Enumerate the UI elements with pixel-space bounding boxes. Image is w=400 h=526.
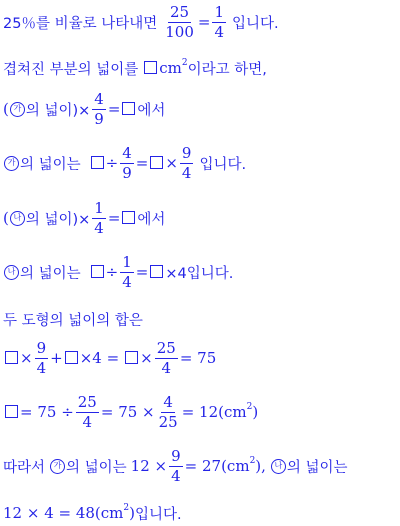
fraction-numerator: 25 (156, 338, 176, 357)
fraction-numerator: 1 (122, 252, 132, 271)
na-area-text: 의 넓이)× (25, 211, 91, 228)
ga-area-text: 의 넓이)× (25, 102, 91, 119)
fraction-numerator: 1 (214, 2, 224, 21)
overlap-text: 겹쳐진 부분의 넓이를 (3, 61, 139, 78)
fraction-numerator: 4 (163, 392, 173, 411)
open-paren: ( (3, 100, 9, 118)
blank-box-icon (122, 102, 135, 115)
close-paren: ) (252, 403, 259, 421)
fraction-4-9 (92, 91, 106, 128)
unit-cm: cm (159, 59, 182, 77)
fraction-denominator: 9 (94, 109, 104, 128)
fraction-numerator: 25 (77, 392, 97, 411)
fraction-denominator: 100 (165, 22, 194, 41)
circled-na-icon: 나 (10, 211, 25, 226)
result-12: = 12(cm (181, 403, 247, 421)
line-overlap-area (3, 57, 398, 79)
fraction-denominator: 4 (82, 412, 93, 431)
line-na-area (3, 250, 398, 294)
line-conclusion (3, 444, 398, 488)
fraction-25-4 (76, 394, 99, 431)
na-area-suffix: ×4입니다. (165, 265, 234, 282)
overlap-suffix: 이라고 하면, (187, 61, 267, 78)
blank-box-icon (5, 405, 18, 418)
fraction-25-100 (163, 4, 196, 41)
result-48: 12 × 4 = 48(cm (3, 504, 124, 522)
ratio-suffix: 입니다. (232, 15, 279, 32)
ga-area-label: 의 넓이는 (66, 459, 127, 476)
fraction-4-9 (120, 145, 134, 182)
fraction-numerator: 9 (36, 338, 47, 357)
ga-equation-suffix: 에서 (137, 102, 166, 119)
equals-75: = 75 (179, 349, 217, 367)
line-sum-intro (3, 308, 398, 330)
times-sign: × (140, 349, 153, 367)
times-sign: × (20, 349, 33, 367)
line-final (3, 502, 398, 524)
fraction-25-4 (155, 340, 178, 377)
close-paren: ) (129, 504, 135, 522)
blank-box-icon (125, 351, 138, 364)
twelve-times: 12 × (130, 457, 168, 475)
unit-exponent: 2 (246, 402, 253, 412)
na-area-label: 의 넓이는 (286, 459, 348, 476)
blank-box-icon (65, 351, 78, 364)
equals-sign: = (135, 263, 149, 281)
result-27: = 27(cm (184, 457, 250, 475)
fraction-9-4 (169, 448, 183, 485)
sum-intro-text: 두 도형의 넓이의 합은 (3, 312, 143, 329)
divide-sign: ÷ (105, 263, 119, 281)
unit-exponent: 2 (249, 456, 256, 466)
circled-ga-icon: 가 (50, 459, 65, 474)
fraction-denominator: 25 (158, 412, 178, 431)
equals-sign: = (135, 154, 149, 172)
fraction-numerator: 9 (181, 143, 192, 162)
blank-box-icon (144, 61, 157, 74)
line-na-equation (3, 196, 398, 240)
fraction-1-4 (120, 254, 134, 291)
line-sum-equation (3, 336, 398, 380)
fraction-9-4 (35, 340, 49, 377)
fraction-denominator: 4 (122, 272, 132, 291)
equals-sign: = (107, 100, 121, 118)
circled-na-icon: 나 (271, 459, 286, 474)
blank-box-icon (150, 156, 163, 169)
unit-exponent: 2 (123, 503, 130, 513)
blank-box-icon (91, 265, 104, 278)
fraction-numerator: 4 (94, 89, 104, 108)
na-area-label: 의 넓이는 (20, 265, 81, 282)
close-paren-comma: ), (255, 457, 266, 475)
fraction-numerator: 25 (170, 2, 190, 21)
line-ga-equation (3, 87, 398, 131)
fraction-9-4 (180, 145, 194, 182)
circled-ga-icon: 가 (10, 102, 25, 117)
ratio-text: 25％를 비율로 나타내면 (3, 15, 158, 32)
na-equation-suffix: 에서 (137, 211, 166, 228)
fraction-denominator: 4 (214, 22, 224, 41)
fraction-4-25 (157, 394, 180, 431)
fraction-1-4 (212, 4, 226, 41)
final-suffix: 입니다. (135, 506, 182, 523)
blank-box-icon (122, 211, 135, 224)
ga-area-label: 의 넓이는 (20, 156, 81, 173)
fraction-1-4 (92, 200, 106, 237)
fraction-denominator: 4 (161, 358, 172, 377)
circled-na-icon: 나 (4, 265, 19, 280)
blank-box-icon (5, 351, 18, 364)
times-four-equals: ×4 = (79, 349, 120, 367)
equals-sign: = (197, 13, 211, 31)
fraction-numerator: 9 (171, 446, 181, 465)
divide-sign: ÷ (105, 154, 119, 172)
unit-exponent: 2 (181, 58, 188, 68)
equals-sign: = (107, 209, 121, 227)
circled-ga-icon: 가 (4, 156, 19, 171)
fraction-denominator: 9 (122, 163, 132, 182)
equals-75-times: = 75 × (100, 403, 155, 421)
line-ga-area (3, 141, 398, 185)
fraction-numerator: 4 (122, 143, 132, 162)
open-paren: ( (3, 209, 9, 227)
line-box-value (3, 390, 398, 434)
ga-area-suffix: 입니다. (199, 156, 247, 173)
plus-sign: + (50, 349, 63, 367)
times-sign: × (165, 154, 178, 172)
fraction-denominator: 4 (171, 466, 181, 485)
conclusion-text: 따라서 (3, 459, 46, 476)
fraction-denominator: 4 (36, 358, 47, 377)
fraction-denominator: 4 (94, 218, 104, 237)
fraction-denominator: 4 (181, 163, 192, 182)
line-ratio (3, 2, 398, 42)
fraction-numerator: 1 (94, 198, 104, 217)
blank-box-icon (150, 265, 163, 278)
equals-75-divide: = 75 ÷ (20, 403, 74, 421)
blank-box-icon (91, 156, 104, 169)
